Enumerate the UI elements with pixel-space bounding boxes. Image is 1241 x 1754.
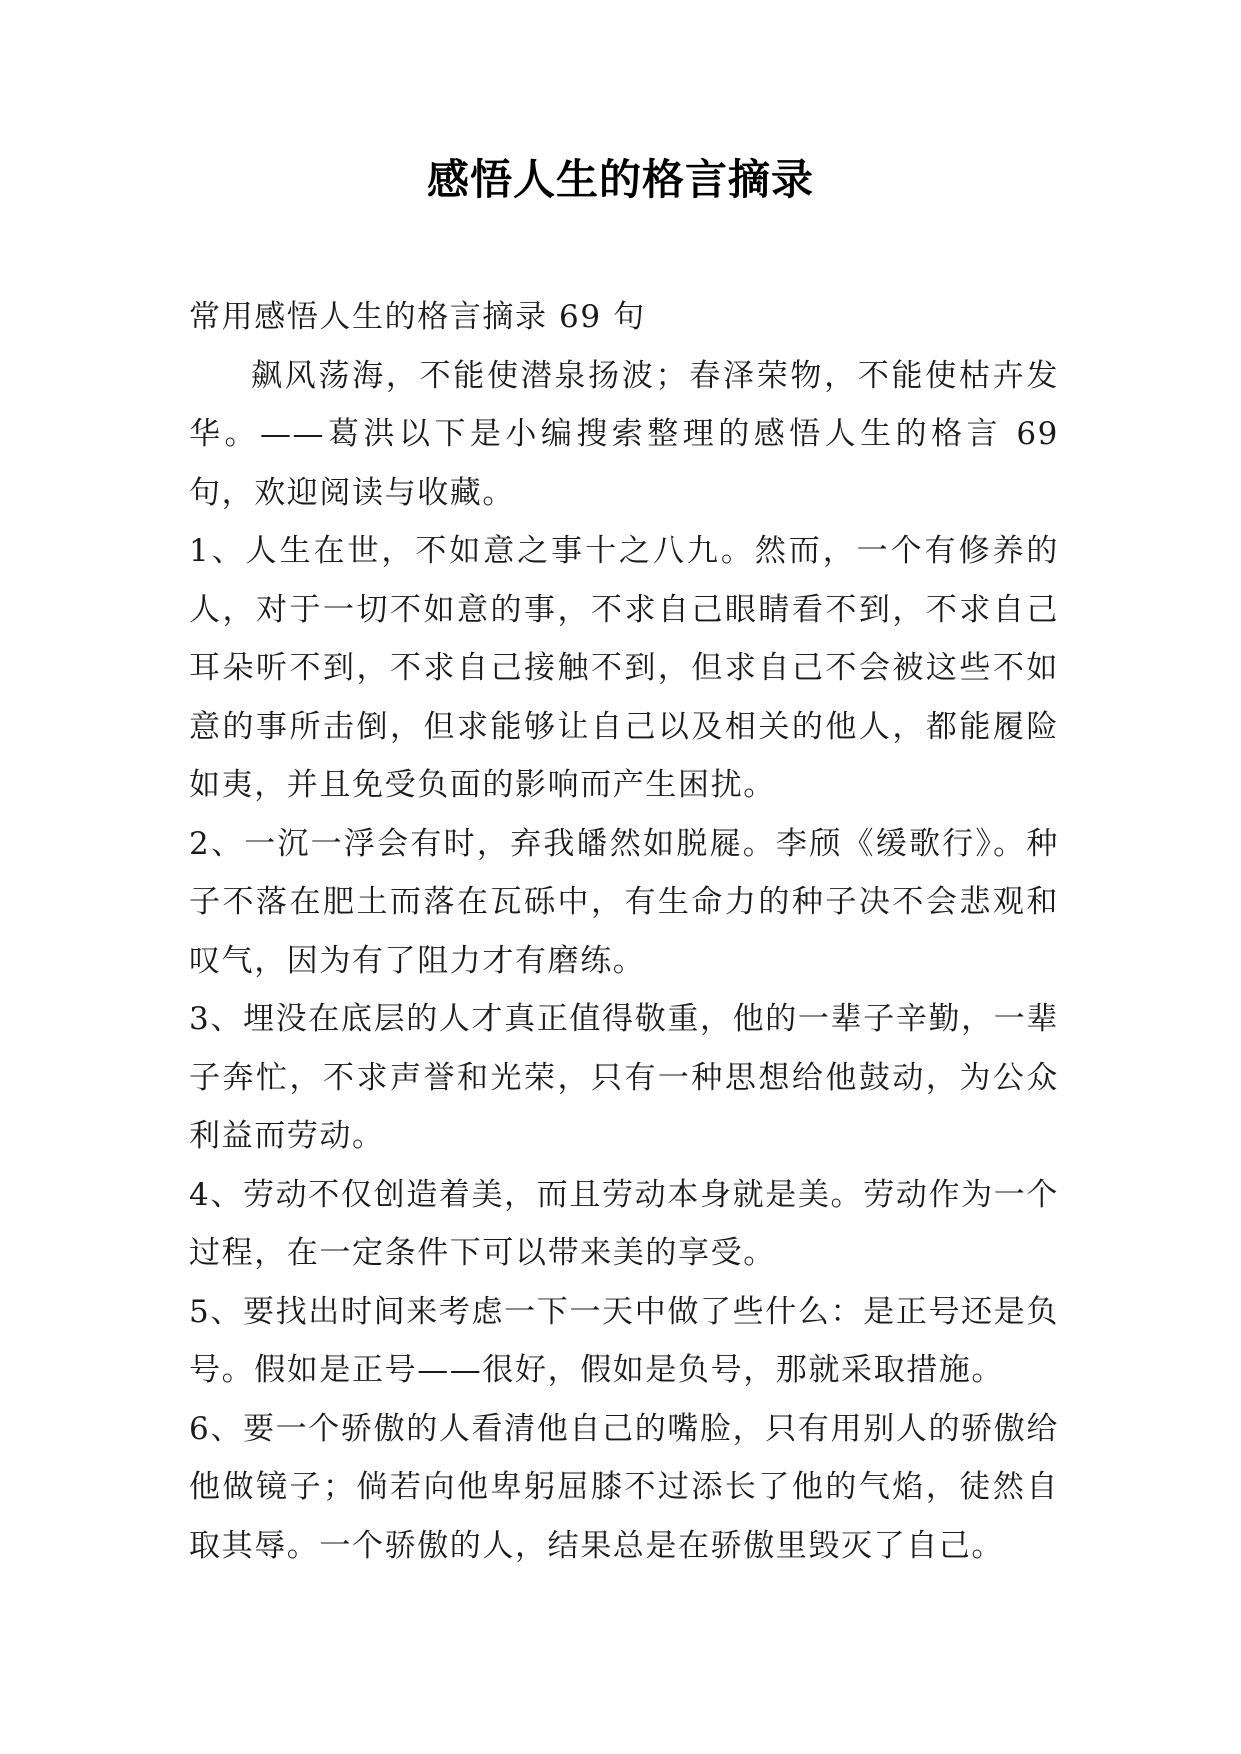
quote-item-1: 1、人生在世，不如意之事十之八九。然而，一个有修养的人，对于一切不如意的事，不求自己眼睛看不到，不求自己耳朵听不到，不求自己接触不到，但求自己不会被这些不如意的事所击倒，但求能够让自己以及相关的他人，都能履险如夷，并且免受负面的影响而产生困扰。 xyxy=(189,533,1059,803)
document-subtitle: 常用感悟人生的格言摘录 69 句 xyxy=(189,299,646,335)
document-body xyxy=(189,288,1059,1575)
quote-item-3: 3、埋没在底层的人才真正值得敬重，他的一辈子辛勤，一辈子奔忙，不求声誉和光荣，只有一种思想给他鼓动，为公众利益而劳动。 xyxy=(189,1001,1059,1154)
intro-paragraph: 飙风荡海，不能使潜泉扬波；春泽荣物，不能使枯卉发华。——葛洪以下是小编搜索整理的感悟人生的格言 69 句，欢迎阅读与收藏。 xyxy=(189,357,1059,511)
quote-item-4: 4、劳动不仅创造着美，而且劳动本身就是美。劳动作为一个过程，在一定条件下可以带来美的享受。 xyxy=(189,1176,1059,1271)
quote-item-5: 5、要找出时间来考虑一下一天中做了些什么：是正号还是负号。假如是正号——很好，假如是负号，那就采取措施。 xyxy=(189,1293,1059,1388)
quote-item-2: 2、一沉一浮会有时，弃我皤然如脱屣。李颀《缓歌行》。种子不落在肥土而落在瓦砾中，有生命力的种子决不会悲观和叹气，因为有了阻力才有磨练。 xyxy=(189,825,1059,979)
quote-item-6: 6、要一个骄傲的人看清他自己的嘴脸，只有用别人的骄傲给他做镜子；倘若向他卑躬屈膝不过添长了他的气焰，徒然自取其辱。一个骄傲的人，结果总是在骄傲里毁灭了自己。 xyxy=(189,1410,1059,1564)
document-title: 感悟人生的格言摘录 xyxy=(426,155,814,204)
